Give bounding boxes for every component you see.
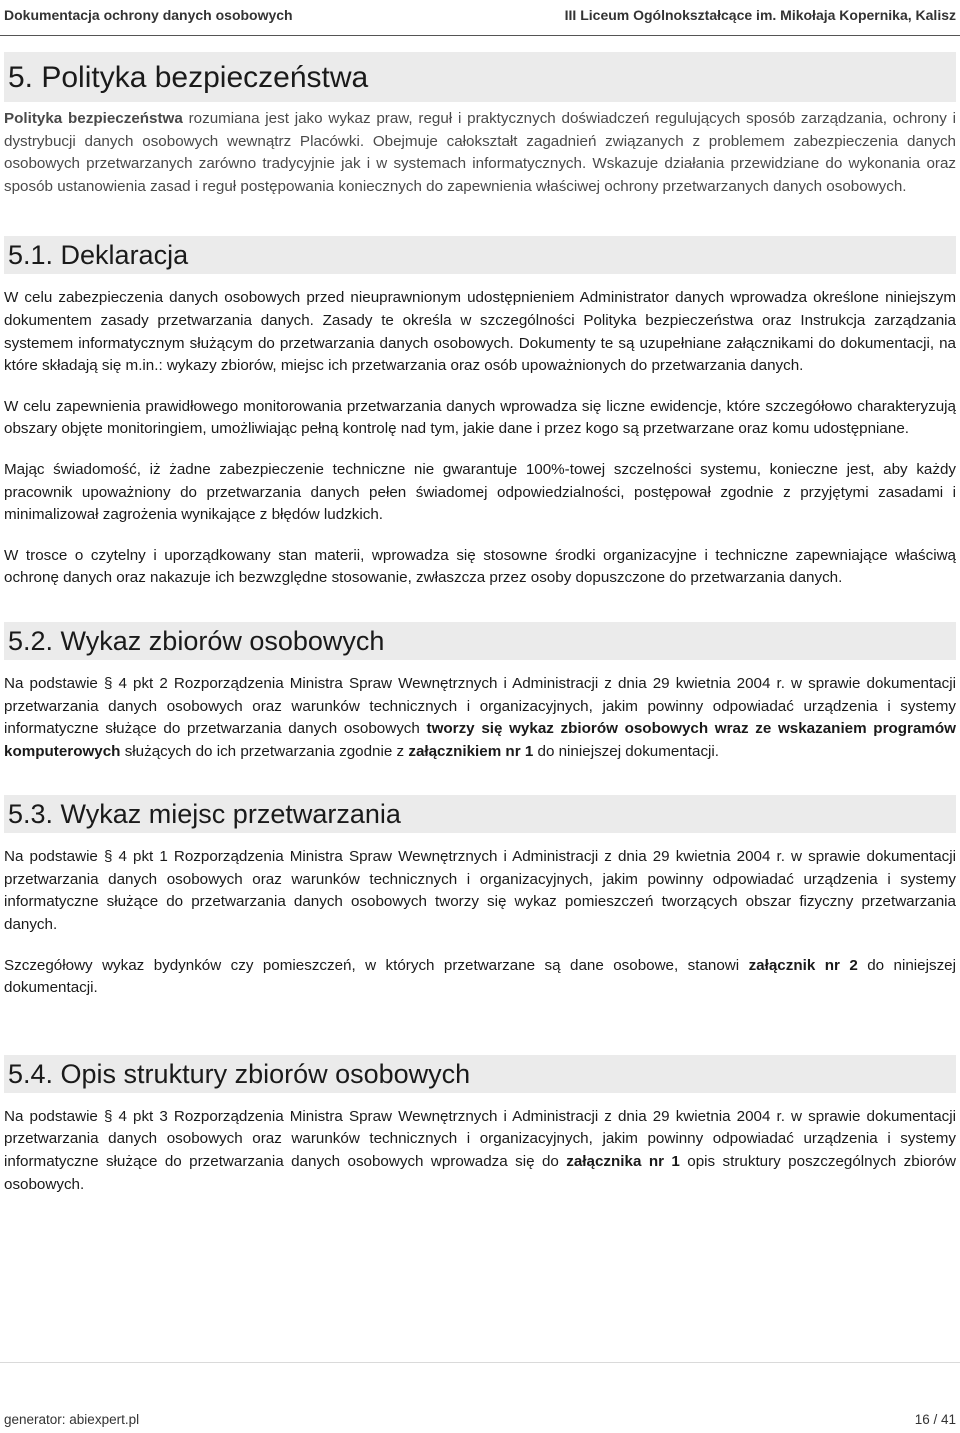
section-5-1-heading: 5.1. Deklaracja (4, 236, 956, 274)
page-number: 16 / 41 (914, 1412, 956, 1427)
section-5-1-paragraph-1: W celu zabezpieczenia danych osobowych przed nieuprawnionym udostępnieniem Administrator danych wprowadza określone niniejszym dokumentem zasady przetwarzania danych. Zasady te określa w szczególności Polityka bezpieczeństwa oraz Instrukcja zarządzania systemem informatycznym służącym do przetwarzania danych osobowych. Dokumenty te są uzupełniane załącznikami do dokumentacji, na które składają się m.in.: wykazy zbiorów, miejsc ich przetwarzania oraz osób upoważnionych do przetwarzania danych. (4, 289, 956, 375)
page-header (4, 0, 956, 30)
section-5-1-paragraph-4: W trosce o czytelny i uporządkowany stan materii, wprowadza się stosowne środki organizacyjne i techniczne zapewniające właściwą ochronę danych oraz nakazuje ich bezwzględne stosowanie, zwłaszcza przez osoby dopuszczone do przetwarzania danych. (4, 546, 956, 587)
section-5-3-paragraph-2: Szczegółowy wykaz bydynków czy pomieszczeń, w których przetwarzane są dane osobowe, stanowi załącznik nr 2 do niniejszej dokumentacji. (4, 956, 956, 997)
intro-term: Polityka bezpieczeństwa (4, 110, 183, 127)
section-5-1-paragraph-3: Mając świadomość, iż żadne zabezpieczenie techniczne nie gwarantuje 100%-towej szczelności systemu, konieczne jest, aby każdy pracownik upoważniony do przetwarzania danych pełen świadomej odpowiedzialności, postępował zgodnie z przyjętymi zasadami i minimalizował zagrożenia wynikające z błędów ludzkich. (4, 460, 956, 524)
section-5-4-heading: 5.4. Opis struktury zbiorów osobowych (4, 1055, 956, 1093)
header-institution: III Liceum Ogólnokształcące im. Mikołaja Kopernika, Kalisz (564, 7, 956, 23)
footer-divider (0, 1362, 960, 1363)
section-5-2-paragraph: Na podstawie § 4 pkt 2 Rozporządzenia Ministra Spraw Wewnętrznych i Administracji z dnia 29 kwietnia 2004 r. w sprawie dokumentacji przetwarzania danych osobowych oraz warunków technicznych i organizacyjnych, jakim powinny odpowiadać urządzenia i systemy informatyczne służące do przetwarzania danych osobowych tworzy się wykaz zbiorów osobowych wraz ze wskazaniem programów komputerowych służących do ich przetwarzania zgodnie z załącznikiem nr 1 do niniejszej dokumentacji. (4, 674, 956, 760)
section-5-3-paragraph-1: Na podstawie § 4 pkt 1 Rozporządzenia Ministra Spraw Wewnętrznych i Administracji z dnia 29 kwietnia 2004 r. w sprawie dokumentacji przetwarzania danych osobowych oraz warunków technicznych i organizacyjnych, jakim powinny odpowiadać urządzenia i systemy informatyczne służące do przetwarzania danych osobowych tworzy się wykaz pomieszczeń tworzących obszar fizyczny przetwarzania danych. (4, 848, 956, 934)
section-5-3-heading: 5.3. Wykaz miejsc przetwarzania (4, 795, 956, 833)
header-document-title: Dokumentacja ochrony danych osobowych (4, 7, 293, 23)
footer-generator: generator: abiexpert.pl (4, 1412, 140, 1427)
section-5-intro: Polityka bezpieczeństwa rozumiana jest jako wykaz praw, reguł i praktycznych doświadczeń regulujących sposób zarządzania, ochrony i dystrybucji danych osobowych wewnątrz Placówki. Obejmuje całokształt zagadnień związanych z problemem zabezpieczenia danych osobowych przetwarzanych zarówno tradycyjnie jak i w systemach informatycznych. Wskazuje działania przewidziane do wykonania oraz sposób ustanowienia zasad i reguł postępowania koniecznych do zapewnienia właściwej ochrony przetwarzanych danych osobowych. (4, 110, 956, 195)
section-5-4-paragraph: Na podstawie § 4 pkt 3 Rozporządzenia Ministra Spraw Wewnętrznych i Administracji z dnia 29 kwietnia 2004 r. w sprawie dokumentacji przetwarzania danych osobowych oraz warunków technicznych i organizacyjnych, jakim powinny odpowiadać urządzenia i systemy informatyczne służące do przetwarzania danych osobowych wprowadza się do załącznika nr 1 opis struktury poszczególnych zbiorów osobowych. (4, 1107, 956, 1193)
page-footer (4, 1412, 956, 1430)
section-5-1-paragraph-2: W celu zapewnienia prawidłowego monitorowania przetwarzania danych wprowadza się liczne ewidencje, które szczegółowo charakteryzują obszary objęte monitoringiem, umożliwiając pełną kontrolę nad tym, jakie dane i przez kogo są przetwarzane oraz komu udostępniane. (4, 397, 956, 438)
section-5-heading: 5. Polityka bezpieczeństwa (4, 52, 956, 102)
header-divider (0, 35, 960, 36)
document-body (4, 52, 956, 1196)
section-5-2-heading: 5.2. Wykaz zbiorów osobowych (4, 622, 956, 660)
